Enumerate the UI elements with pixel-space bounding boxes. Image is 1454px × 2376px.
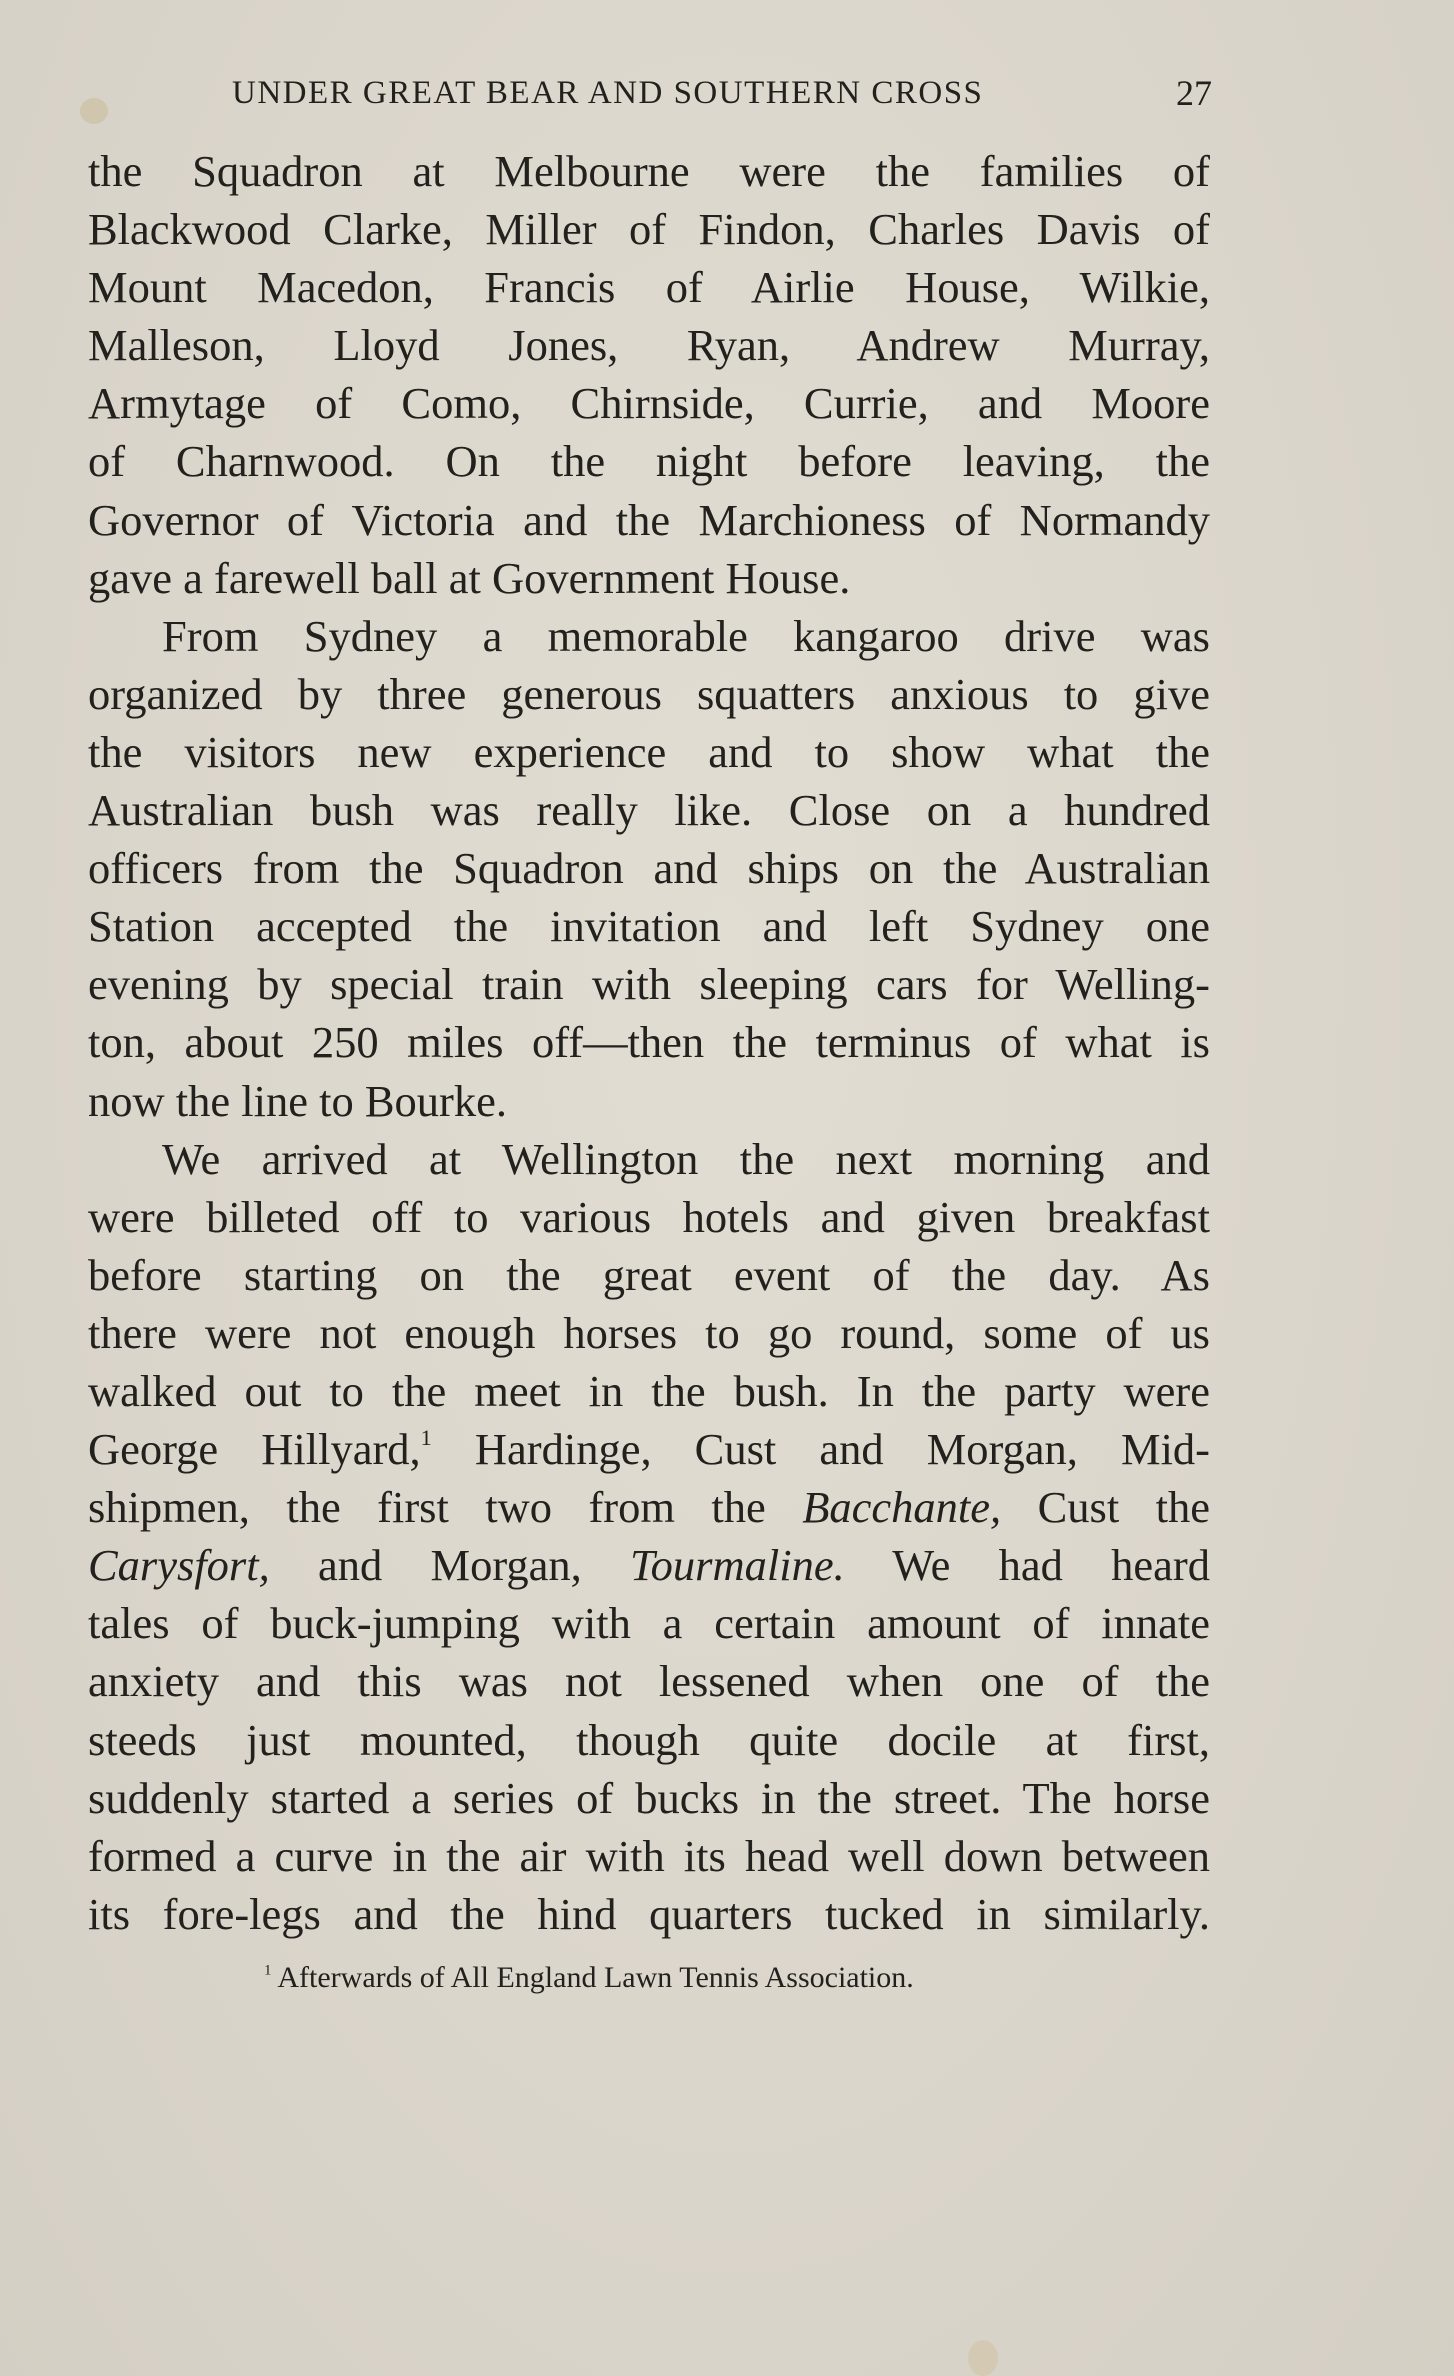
text-line: now the line to Bourke. bbox=[88, 1075, 507, 1126]
text-line: the visitors new experience and to show what the bbox=[88, 726, 1210, 777]
text-line: officers from the Squadron and ships on the Australian bbox=[88, 843, 1210, 894]
text-run: George Hillyard, bbox=[88, 1424, 421, 1475]
text-run: Hardinge, Cust and Morgan, Mid- bbox=[431, 1424, 1210, 1475]
text-line: Governor of Victoria and the Marchioness of Normandy bbox=[88, 494, 1210, 545]
text-line: suddenly started a series of bucks in the street. The horse bbox=[88, 1772, 1210, 1823]
text-line: its fore-legs and the hind quarters tucked in similarly. bbox=[88, 1888, 1210, 1939]
ship-name: Tourmaline. bbox=[630, 1540, 845, 1591]
text-run: Cust the bbox=[1001, 1482, 1210, 1533]
text-line: Station accepted the invitation and left Sydney one bbox=[88, 901, 1210, 952]
text-line: evening by special train with sleeping cars for Welling- bbox=[88, 959, 1210, 1010]
text-run: We had heard bbox=[844, 1540, 1210, 1591]
text-line: anxiety and this was not lessened when one of the bbox=[88, 1656, 1210, 1707]
text-line: organized by three generous squatters anxious to give bbox=[88, 668, 1210, 719]
text-line: ton, about 250 miles off—then the terminus of what is bbox=[88, 1017, 1210, 1068]
ship-name: Bacchante, bbox=[802, 1482, 1002, 1533]
text-line: Mount Macedon, Francis of Airlie House, Wilkie, bbox=[88, 262, 1210, 313]
footnote-ref: 1 bbox=[420, 1425, 432, 1451]
text-run: and Morgan, bbox=[269, 1540, 630, 1591]
body-text bbox=[88, 142, 1210, 1943]
running-head bbox=[232, 68, 1212, 118]
text-line: From Sydney a memorable kangaroo drive was bbox=[162, 610, 1210, 661]
text-run: shipmen, the first two from the bbox=[88, 1482, 803, 1533]
text-line: formed a curve in the air with its head well down between bbox=[88, 1830, 1210, 1881]
text-line: Australian bush was really like. Close on a hundred bbox=[88, 785, 1210, 836]
text-line: were billeted off to various hotels and given breakfast bbox=[88, 1191, 1210, 1242]
text-line: walked out to the meet in the bush. In the party were bbox=[88, 1365, 1210, 1416]
text-line: Malleson, Lloyd Jones, Ryan, Andrew Murray, bbox=[88, 320, 1210, 371]
text-line bbox=[88, 1536, 1210, 1594]
ship-name: Carysfort, bbox=[88, 1540, 270, 1591]
text-line: Blackwood Clarke, Miller of Findon, Charles Davis of bbox=[88, 204, 1210, 255]
text-line bbox=[88, 1420, 1210, 1478]
running-title: UNDER GREAT BEAR AND SOUTHERN CROSS bbox=[232, 75, 984, 111]
text-line: there were not enough horses to go round, some of us bbox=[88, 1307, 1210, 1358]
footnote bbox=[264, 1955, 914, 2001]
paper-stain bbox=[80, 98, 108, 124]
page-number: 27 bbox=[1176, 73, 1212, 113]
text-line: We arrived at Wellington the next morning and bbox=[162, 1133, 1210, 1184]
text-line: Armytage of Como, Chirnside, Currie, and Moore bbox=[88, 378, 1210, 429]
text-line: tales of buck-jumping with a certain amount of innate bbox=[88, 1598, 1210, 1649]
footnote-marker: 1 bbox=[264, 1962, 272, 1979]
text-line: gave a farewell ball at Government House. bbox=[88, 552, 851, 603]
text-line: steeds just mounted, though quite docile at first, bbox=[88, 1714, 1210, 1765]
footnote-text: Afterwards of All England Lawn Tennis Association. bbox=[277, 1961, 914, 1994]
text-line bbox=[88, 1478, 1210, 1536]
text-line: the Squadron at Melbourne were the families of bbox=[88, 146, 1210, 196]
text-line: before starting on the great event of the day. As bbox=[88, 1249, 1210, 1300]
paper-stain bbox=[968, 2340, 998, 2376]
text-line: of Charnwood. On the night before leaving, the bbox=[88, 436, 1210, 487]
